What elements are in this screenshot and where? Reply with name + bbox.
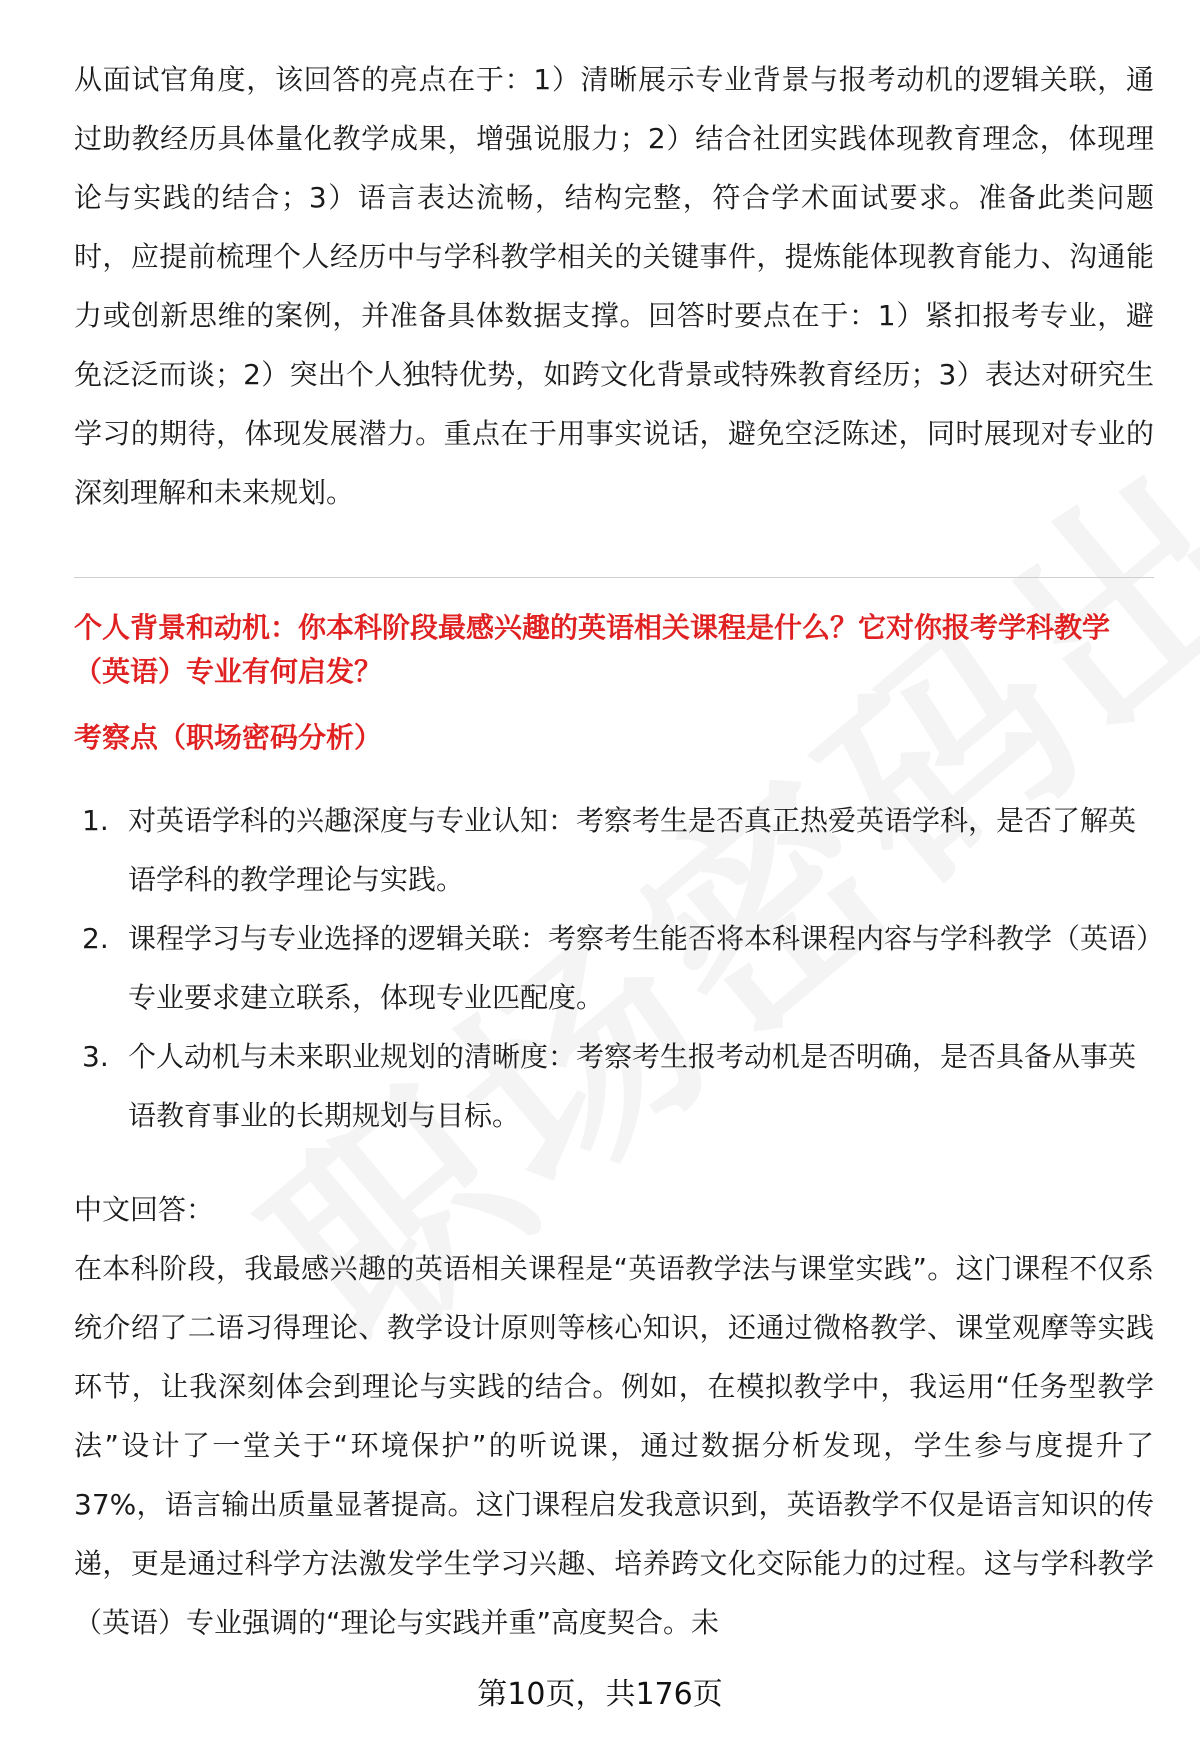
list-item-text: 对英语学科的兴趣深度与专业认知：考察考生是否真正热爱英语学科，是否了解英语学科的教学理论与实践。 [128,804,1137,896]
list-item-number: 2. [82,922,109,955]
intro-paragraph: 从面试官角度，该回答的亮点在于：1）清晰展示专业背景与报考动机的逻辑关联，通过助教经历具体量化教学成果，增强说服力；2）结合社团实践体现教育理念，体现理论与实践的结合；3）语言表达流畅，结构完整，符合学术面试要求。准备此类问题时，应提前梳理个人经历中与学科教学相关的关键事件，提炼能体现教育能力、沟通能力或创新思维的案例，并准备具体数据支撑。回答时要点在于：1）紧扣报考专业，避免泛泛而谈；2）突出个人独特优势，如跨文化背景或特殊教育经历；3）表达对研究生学习的期待，体现发展潜力。重点在于用事实说话，避免空泛陈述，同时展现对专业的深刻理解和未来规划。 [74,63,1154,509]
list-item-number: 3. [82,1040,109,1073]
answer-paragraph: 在本科阶段，我最感兴趣的英语相关课程是“英语教学法与课堂实践”。这门课程不仅系统介绍了二语习得理论、教学设计原则等核心知识，还通过微格教学、课堂观摩等实践环节，让我深刻体会到理论与实践的结合。例如，在模拟教学中，我运用“任务型教学法”设计了一堂关于“环境保护”的听说课，通过数据分析发现，学生参与度提升了37%，语言输出质量显著提高。这门课程启发我意识到，英语教学不仅是语言知识的传递，更是通过科学方法激发学生学习兴趣、培养跨文化交际能力的过程。这与学科教学（英语）专业强调的“理论与实践并重”高度契合。未 [74,1252,1154,1639]
list-item-text: 课程学习与专业选择的逻辑关联：考察考生能否将本科课程内容与学科教学（英语）专业要求建立联系，体现专业匹配度。 [128,922,1151,1014]
assessment-points-heading: 考察点（职场密码分析） [74,721,383,754]
list-item [74,909,1154,1027]
question-title: 个人背景和动机：你本科阶段最感兴趣的英语相关课程是什么？它对你报考学科教学（英语）专业有何启发？ [74,611,1111,688]
page-number: 第10页，共176页 [477,1677,723,1712]
answer-label: 中文回答： [74,1193,215,1226]
list-item-text: 个人动机与未来职业规划的清晰度：考察考生报考动机是否明确，是否具备从事英语教育事业的长期规划与目标。 [128,1040,1137,1132]
assessment-points-list [74,791,1154,1145]
section-divider [74,577,1154,578]
list-item [74,1027,1154,1145]
list-item [74,791,1154,909]
list-item-number: 1. [82,804,109,837]
